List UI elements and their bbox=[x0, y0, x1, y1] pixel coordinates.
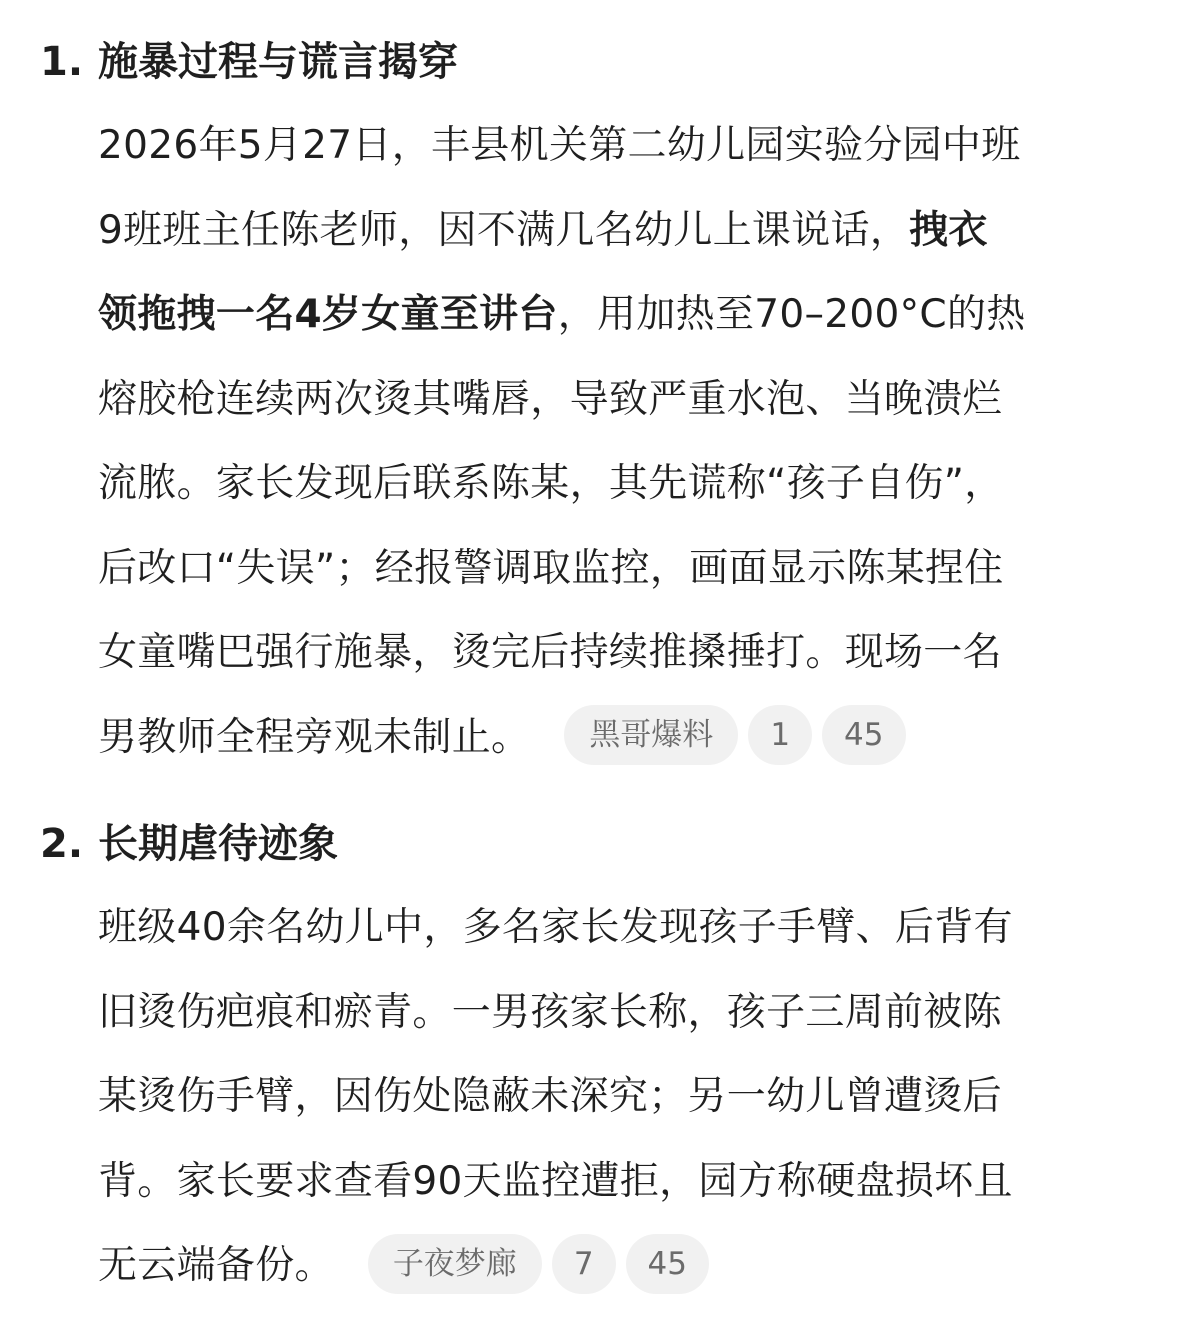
paragraph-line bbox=[98, 886, 1168, 971]
section-heading bbox=[0, 30, 1200, 94]
paragraph-line bbox=[98, 273, 1168, 358]
line-text: 后改口“失误”；经报警调取监控，画面显示陈某捏住 bbox=[98, 545, 1004, 591]
line-text: 男教师全程旁观未制止。 bbox=[98, 714, 531, 760]
section-number: 1. bbox=[40, 39, 84, 85]
line-text: 女童嘴巴强行施暴，烫完后持续推搡捶打。现场一名 bbox=[98, 630, 1002, 675]
reference-count-chip[interactable]: 7 bbox=[552, 1234, 616, 1294]
reference-chips bbox=[564, 705, 905, 765]
section-1 bbox=[0, 30, 1200, 760]
paragraph-line bbox=[98, 104, 1168, 189]
line-text: 熔胶枪连续两次烫其嘴唇，导致严重水泡、当晚溃烂 bbox=[98, 376, 1002, 422]
reference-count-chip[interactable]: 45 bbox=[822, 705, 905, 765]
paragraph-line bbox=[98, 971, 1168, 1056]
section-title: 施暴过程与谎言揭穿 bbox=[98, 39, 458, 85]
section-paragraph bbox=[98, 104, 1168, 780]
paragraph-line bbox=[98, 358, 1168, 443]
line-bold-text: 领拖拽一名4岁女童至讲台 bbox=[98, 292, 558, 337]
paragraph-line bbox=[98, 189, 1168, 274]
paragraph-line bbox=[98, 696, 1168, 781]
section-2 bbox=[0, 812, 1200, 1288]
line-text: 流脓。家长发现后联系陈某，其先谎称“孩子自伤”， bbox=[98, 461, 1004, 506]
section-heading bbox=[0, 812, 1200, 876]
source-chip[interactable]: 黑哥爆料 bbox=[564, 705, 738, 765]
paragraph-line bbox=[98, 1224, 1168, 1309]
line-text: 背。家长要求查看90天监控遭拒，园方称硬盘损坏且 bbox=[98, 1158, 1013, 1204]
paragraph-line bbox=[98, 442, 1168, 527]
line-text: ，用加热至70–200°C的热 bbox=[557, 292, 1026, 337]
reference-count-chip[interactable]: 1 bbox=[748, 705, 812, 765]
paragraph-line bbox=[98, 1140, 1168, 1225]
paragraph-line bbox=[98, 1055, 1168, 1140]
line-text: 旧烫伤疤痕和瘀青。一男孩家长称，孩子三周前被陈 bbox=[98, 989, 1002, 1035]
line-text: 9班班主任陈老师，因不满几名幼儿上课说话， bbox=[98, 207, 910, 253]
section-paragraph bbox=[98, 886, 1168, 1309]
line-text: 无云端备份。 bbox=[98, 1243, 334, 1288]
source-chip[interactable]: 子夜梦廊 bbox=[368, 1234, 542, 1294]
line-bold-text: 拽衣 bbox=[909, 207, 988, 253]
paragraph-line bbox=[98, 527, 1168, 612]
section-title: 长期虐待迹象 bbox=[98, 821, 338, 867]
line-text: 班级40余名幼儿中，多名家长发现孩子手臂、后背有 bbox=[98, 905, 1013, 950]
section-number: 2. bbox=[40, 821, 84, 867]
line-text: 某烫伤手臂，因伤处隐蔽未深究；另一幼儿曾遭烫后 bbox=[98, 1074, 1002, 1119]
line-text: 2026年5月27日，丰县机关第二幼儿园实验分园中班 bbox=[98, 123, 1021, 168]
reference-chips bbox=[368, 1234, 709, 1294]
paragraph-line bbox=[98, 611, 1168, 696]
reference-count-chip[interactable]: 45 bbox=[626, 1234, 709, 1294]
